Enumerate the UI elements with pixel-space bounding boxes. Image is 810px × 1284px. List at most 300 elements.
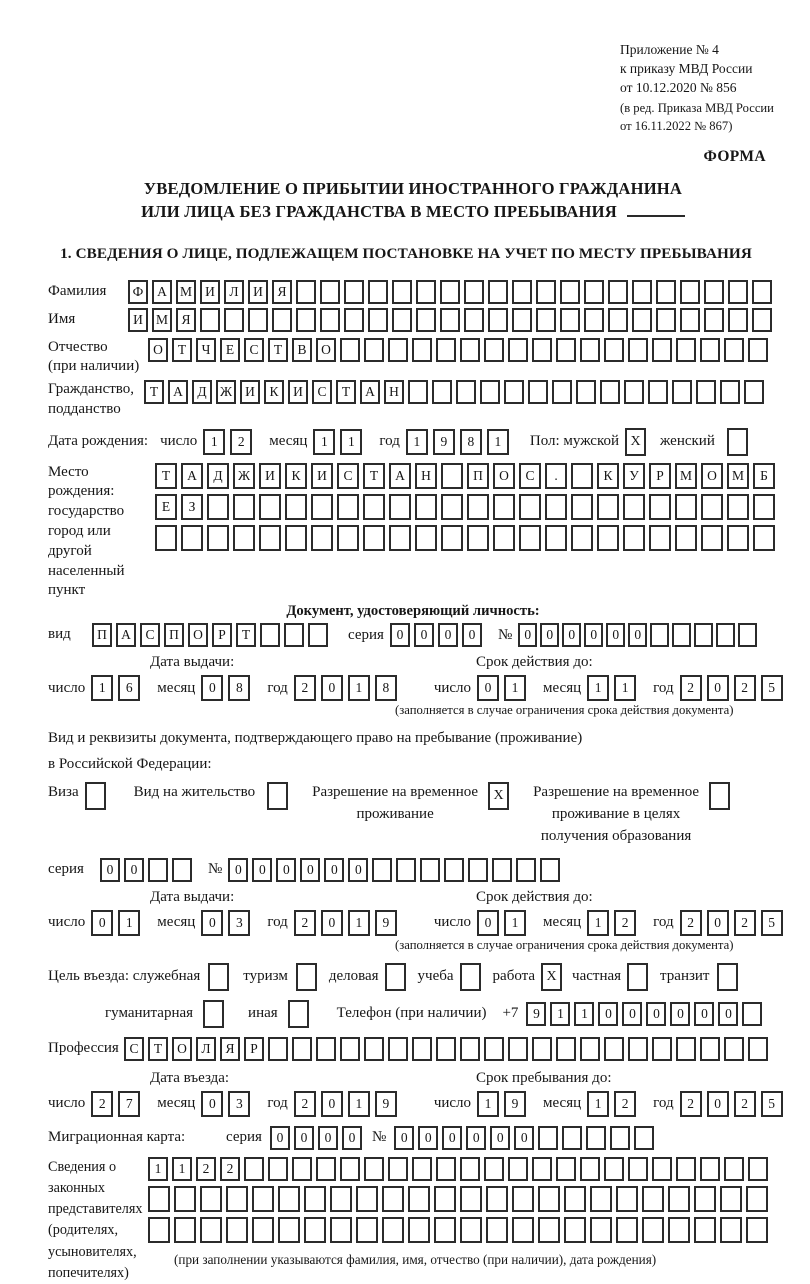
char-cell[interactable]: А <box>152 280 172 304</box>
char-cell[interactable]: И <box>248 280 268 304</box>
char-cell[interactable]: 2 <box>680 910 702 936</box>
char-cell[interactable] <box>486 1186 508 1212</box>
char-cell[interactable]: 1 <box>348 675 370 701</box>
char-cell[interactable]: 3 <box>228 1091 250 1117</box>
char-cell[interactable]: 0 <box>718 1002 738 1026</box>
char-cell[interactable]: В <box>292 338 312 362</box>
char-cell[interactable]: 0 <box>300 858 320 882</box>
char-cell[interactable]: 2 <box>294 1091 316 1117</box>
char-cell[interactable]: 1 <box>504 910 526 936</box>
char-cell[interactable] <box>389 525 411 551</box>
char-cell[interactable] <box>363 525 385 551</box>
char-cell[interactable] <box>259 525 281 551</box>
char-cell[interactable] <box>580 338 600 362</box>
char-cell[interactable]: 8 <box>460 429 482 455</box>
char-cell[interactable]: А <box>168 380 188 404</box>
char-cell[interactable]: 0 <box>438 623 458 647</box>
char-cell[interactable] <box>244 1157 264 1181</box>
char-cell[interactable]: И <box>128 308 148 332</box>
char-cell[interactable] <box>656 280 676 304</box>
char-cell[interactable] <box>382 1217 404 1243</box>
sex-female-checkbox[interactable] <box>727 428 748 456</box>
char-cell[interactable]: 5 <box>761 1091 783 1117</box>
char-cell[interactable] <box>675 494 697 520</box>
char-cell[interactable]: 0 <box>442 1126 462 1150</box>
char-cell[interactable]: М <box>727 463 749 489</box>
char-cell[interactable] <box>675 525 697 551</box>
char-cell[interactable]: Я <box>176 308 196 332</box>
char-cell[interactable] <box>296 308 316 332</box>
char-cell[interactable]: 0 <box>252 858 272 882</box>
char-cell[interactable] <box>148 1217 170 1243</box>
char-cell[interactable]: Д <box>207 463 229 489</box>
char-cell[interactable]: Е <box>155 494 177 520</box>
purpose-tourism-checkbox[interactable] <box>296 963 317 991</box>
char-cell[interactable] <box>556 1037 576 1061</box>
char-cell[interactable]: И <box>240 380 260 404</box>
char-cell[interactable] <box>752 280 772 304</box>
char-cell[interactable]: 2 <box>614 910 636 936</box>
char-cell[interactable]: 0 <box>228 858 248 882</box>
char-cell[interactable]: Д <box>192 380 212 404</box>
char-cell[interactable] <box>532 1157 552 1181</box>
char-cell[interactable] <box>728 280 748 304</box>
char-cell[interactable]: 2 <box>734 1091 756 1117</box>
char-cell[interactable] <box>720 1217 742 1243</box>
char-cell[interactable] <box>226 1186 248 1212</box>
char-cell[interactable]: И <box>200 280 220 304</box>
char-cell[interactable]: 0 <box>562 623 581 647</box>
char-cell[interactable] <box>512 280 532 304</box>
char-cell[interactable]: 0 <box>584 623 603 647</box>
char-cell[interactable]: 3 <box>228 910 250 936</box>
char-cell[interactable] <box>363 494 385 520</box>
char-cell[interactable]: Н <box>384 380 404 404</box>
char-cell[interactable]: 9 <box>375 1091 397 1117</box>
char-cell[interactable] <box>207 494 229 520</box>
char-cell[interactable] <box>552 380 572 404</box>
char-cell[interactable]: 2 <box>294 910 316 936</box>
char-cell[interactable] <box>356 1186 378 1212</box>
char-cell[interactable] <box>368 308 388 332</box>
char-cell[interactable] <box>420 858 440 882</box>
char-cell[interactable] <box>226 1217 248 1243</box>
char-cell[interactable]: 2 <box>680 1091 702 1117</box>
char-cell[interactable]: 0 <box>707 675 729 701</box>
char-cell[interactable]: С <box>519 463 541 489</box>
char-cell[interactable]: 1 <box>340 429 362 455</box>
char-cell[interactable]: Ф <box>128 280 148 304</box>
char-cell[interactable] <box>278 1217 300 1243</box>
char-cell[interactable]: К <box>264 380 284 404</box>
char-cell[interactable]: 0 <box>321 675 343 701</box>
char-cell[interactable] <box>284 623 304 647</box>
char-cell[interactable]: 0 <box>707 910 729 936</box>
char-cell[interactable] <box>436 338 456 362</box>
char-cell[interactable] <box>560 308 580 332</box>
char-cell[interactable] <box>545 525 567 551</box>
purpose-official-checkbox[interactable] <box>208 963 229 991</box>
char-cell[interactable] <box>562 1126 582 1150</box>
char-cell[interactable] <box>738 623 757 647</box>
char-cell[interactable]: 0 <box>318 1126 338 1150</box>
char-cell[interactable] <box>337 494 359 520</box>
char-cell[interactable] <box>259 494 281 520</box>
char-cell[interactable] <box>694 623 713 647</box>
char-cell[interactable] <box>704 280 724 304</box>
char-cell[interactable]: 1 <box>172 1157 192 1181</box>
char-cell[interactable] <box>441 525 463 551</box>
char-cell[interactable] <box>200 308 220 332</box>
char-cell[interactable]: 2 <box>294 675 316 701</box>
char-cell[interactable] <box>532 338 552 362</box>
char-cell[interactable]: Л <box>224 280 244 304</box>
char-cell[interactable] <box>504 380 524 404</box>
char-cell[interactable] <box>724 338 744 362</box>
char-cell[interactable] <box>364 1157 384 1181</box>
char-cell[interactable]: 2 <box>230 429 252 455</box>
char-cell[interactable] <box>444 858 464 882</box>
char-cell[interactable] <box>580 1157 600 1181</box>
char-cell[interactable] <box>396 858 416 882</box>
char-cell[interactable] <box>292 1157 312 1181</box>
char-cell[interactable] <box>623 525 645 551</box>
char-cell[interactable] <box>668 1186 690 1212</box>
char-cell[interactable] <box>694 1217 716 1243</box>
char-cell[interactable]: 0 <box>321 1091 343 1117</box>
char-cell[interactable] <box>224 308 244 332</box>
char-cell[interactable] <box>248 308 268 332</box>
char-cell[interactable]: 1 <box>614 675 636 701</box>
char-cell[interactable] <box>484 338 504 362</box>
char-cell[interactable] <box>650 623 669 647</box>
char-cell[interactable] <box>676 1037 696 1061</box>
char-cell[interactable] <box>748 1157 768 1181</box>
char-cell[interactable] <box>233 525 255 551</box>
char-cell[interactable]: О <box>172 1037 192 1061</box>
char-cell[interactable]: 5 <box>761 910 783 936</box>
char-cell[interactable] <box>701 525 723 551</box>
char-cell[interactable] <box>597 494 619 520</box>
char-cell[interactable] <box>746 1186 768 1212</box>
char-cell[interactable]: Ч <box>196 338 216 362</box>
char-cell[interactable] <box>200 1186 222 1212</box>
char-cell[interactable] <box>536 280 556 304</box>
char-cell[interactable] <box>564 1186 586 1212</box>
char-cell[interactable] <box>624 380 644 404</box>
char-cell[interactable] <box>285 494 307 520</box>
char-cell[interactable] <box>148 1186 170 1212</box>
char-cell[interactable]: 0 <box>462 623 482 647</box>
char-cell[interactable]: 0 <box>670 1002 690 1026</box>
char-cell[interactable] <box>632 308 652 332</box>
char-cell[interactable] <box>604 1157 624 1181</box>
char-cell[interactable] <box>340 338 360 362</box>
char-cell[interactable]: 1 <box>587 1091 609 1117</box>
char-cell[interactable] <box>344 308 364 332</box>
char-cell[interactable] <box>388 1157 408 1181</box>
char-cell[interactable]: 6 <box>118 675 140 701</box>
char-cell[interactable] <box>441 463 463 489</box>
char-cell[interactable] <box>623 494 645 520</box>
char-cell[interactable]: 1 <box>406 429 428 455</box>
sex-male-checkbox[interactable]: X <box>625 428 646 456</box>
char-cell[interactable] <box>200 1217 222 1243</box>
char-cell[interactable] <box>467 494 489 520</box>
char-cell[interactable]: 0 <box>91 910 113 936</box>
char-cell[interactable] <box>538 1217 560 1243</box>
char-cell[interactable] <box>536 308 556 332</box>
char-cell[interactable] <box>634 1126 654 1150</box>
char-cell[interactable] <box>436 1157 456 1181</box>
visa-checkbox[interactable] <box>85 782 106 810</box>
char-cell[interactable] <box>512 308 532 332</box>
char-cell[interactable]: 0 <box>628 623 647 647</box>
char-cell[interactable] <box>412 1037 432 1061</box>
char-cell[interactable]: 0 <box>324 858 344 882</box>
char-cell[interactable] <box>680 280 700 304</box>
char-cell[interactable] <box>304 1186 326 1212</box>
char-cell[interactable] <box>642 1186 664 1212</box>
char-cell[interactable]: Б <box>753 463 775 489</box>
char-cell[interactable]: Я <box>272 280 292 304</box>
char-cell[interactable]: 1 <box>587 675 609 701</box>
char-cell[interactable] <box>508 338 528 362</box>
char-cell[interactable] <box>174 1217 196 1243</box>
char-cell[interactable] <box>508 1037 528 1061</box>
char-cell[interactable] <box>441 494 463 520</box>
temp-residence-edu-checkbox[interactable] <box>709 782 730 810</box>
char-cell[interactable] <box>590 1186 612 1212</box>
char-cell[interactable]: Т <box>148 1037 168 1061</box>
char-cell[interactable] <box>752 308 772 332</box>
char-cell[interactable] <box>571 494 593 520</box>
char-cell[interactable] <box>392 280 412 304</box>
char-cell[interactable] <box>628 1037 648 1061</box>
purpose-humanitarian-checkbox[interactable] <box>203 1000 224 1028</box>
char-cell[interactable]: 8 <box>375 675 397 701</box>
char-cell[interactable]: 0 <box>100 858 120 882</box>
char-cell[interactable] <box>389 494 411 520</box>
char-cell[interactable]: 7 <box>118 1091 140 1117</box>
char-cell[interactable] <box>538 1186 560 1212</box>
char-cell[interactable] <box>464 280 484 304</box>
char-cell[interactable]: 1 <box>574 1002 594 1026</box>
char-cell[interactable] <box>436 1037 456 1061</box>
char-cell[interactable]: 0 <box>598 1002 618 1026</box>
char-cell[interactable] <box>148 858 168 882</box>
char-cell[interactable] <box>680 308 700 332</box>
char-cell[interactable] <box>519 525 541 551</box>
char-cell[interactable] <box>672 380 692 404</box>
char-cell[interactable] <box>388 338 408 362</box>
char-cell[interactable] <box>268 1157 288 1181</box>
char-cell[interactable] <box>571 525 593 551</box>
char-cell[interactable]: П <box>164 623 184 647</box>
char-cell[interactable]: А <box>116 623 136 647</box>
char-cell[interactable] <box>512 1217 534 1243</box>
char-cell[interactable] <box>296 280 316 304</box>
char-cell[interactable] <box>672 623 691 647</box>
char-cell[interactable] <box>252 1186 274 1212</box>
char-cell[interactable]: 0 <box>477 675 499 701</box>
char-cell[interactable]: Н <box>415 463 437 489</box>
char-cell[interactable] <box>556 338 576 362</box>
char-cell[interactable] <box>388 1037 408 1061</box>
char-cell[interactable]: У <box>623 463 645 489</box>
char-cell[interactable]: М <box>176 280 196 304</box>
char-cell[interactable] <box>233 494 255 520</box>
char-cell[interactable] <box>408 1186 430 1212</box>
char-cell[interactable]: 0 <box>348 858 368 882</box>
char-cell[interactable] <box>538 1126 558 1150</box>
char-cell[interactable]: 0 <box>646 1002 666 1026</box>
char-cell[interactable]: 0 <box>707 1091 729 1117</box>
char-cell[interactable]: О <box>493 463 515 489</box>
char-cell[interactable]: Т <box>268 338 288 362</box>
char-cell[interactable] <box>716 623 735 647</box>
char-cell[interactable] <box>604 1037 624 1061</box>
char-cell[interactable]: 1 <box>313 429 335 455</box>
char-cell[interactable] <box>311 525 333 551</box>
char-cell[interactable]: О <box>188 623 208 647</box>
char-cell[interactable]: 1 <box>487 429 509 455</box>
char-cell[interactable] <box>172 858 192 882</box>
char-cell[interactable] <box>174 1186 196 1212</box>
char-cell[interactable]: З <box>181 494 203 520</box>
char-cell[interactable] <box>628 1157 648 1181</box>
char-cell[interactable]: 1 <box>118 910 140 936</box>
char-cell[interactable]: 0 <box>414 623 434 647</box>
char-cell[interactable]: А <box>181 463 203 489</box>
char-cell[interactable]: 9 <box>375 910 397 936</box>
char-cell[interactable] <box>181 525 203 551</box>
char-cell[interactable] <box>676 338 696 362</box>
char-cell[interactable] <box>744 380 764 404</box>
char-cell[interactable] <box>330 1217 352 1243</box>
char-cell[interactable] <box>464 308 484 332</box>
char-cell[interactable] <box>372 858 392 882</box>
char-cell[interactable] <box>292 1037 312 1061</box>
char-cell[interactable] <box>320 308 340 332</box>
char-cell[interactable] <box>488 280 508 304</box>
char-cell[interactable] <box>512 1186 534 1212</box>
char-cell[interactable]: Ж <box>216 380 236 404</box>
char-cell[interactable]: 5 <box>761 675 783 701</box>
char-cell[interactable]: С <box>124 1037 144 1061</box>
char-cell[interactable] <box>456 380 476 404</box>
purpose-business-checkbox[interactable] <box>385 963 406 991</box>
char-cell[interactable]: 2 <box>196 1157 216 1181</box>
char-cell[interactable]: 0 <box>518 623 537 647</box>
char-cell[interactable]: 0 <box>394 1126 414 1150</box>
char-cell[interactable] <box>748 1037 768 1061</box>
char-cell[interactable]: Л <box>196 1037 216 1061</box>
char-cell[interactable]: 0 <box>342 1126 362 1150</box>
char-cell[interactable] <box>556 1157 576 1181</box>
char-cell[interactable] <box>468 858 488 882</box>
char-cell[interactable]: 2 <box>614 1091 636 1117</box>
char-cell[interactable]: Р <box>244 1037 264 1061</box>
char-cell[interactable] <box>616 1217 638 1243</box>
char-cell[interactable] <box>364 1037 384 1061</box>
char-cell[interactable] <box>584 308 604 332</box>
char-cell[interactable]: 9 <box>526 1002 546 1026</box>
char-cell[interactable] <box>308 623 328 647</box>
char-cell[interactable] <box>610 1126 630 1150</box>
char-cell[interactable] <box>340 1037 360 1061</box>
char-cell[interactable] <box>493 494 515 520</box>
char-cell[interactable]: 0 <box>270 1126 290 1150</box>
char-cell[interactable] <box>272 308 292 332</box>
char-cell[interactable] <box>460 1037 480 1061</box>
char-cell[interactable] <box>415 525 437 551</box>
purpose-transit-checkbox[interactable] <box>717 963 738 991</box>
char-cell[interactable] <box>364 338 384 362</box>
char-cell[interactable] <box>720 380 740 404</box>
char-cell[interactable]: 1 <box>348 910 370 936</box>
temp-residence-checkbox[interactable]: X <box>488 782 509 810</box>
char-cell[interactable]: Е <box>220 338 240 362</box>
char-cell[interactable]: 0 <box>390 623 410 647</box>
char-cell[interactable]: 9 <box>433 429 455 455</box>
char-cell[interactable] <box>642 1217 664 1243</box>
char-cell[interactable]: 1 <box>504 675 526 701</box>
char-cell[interactable] <box>571 463 593 489</box>
char-cell[interactable] <box>508 1157 528 1181</box>
char-cell[interactable]: Т <box>172 338 192 362</box>
purpose-private-checkbox[interactable] <box>627 963 648 991</box>
char-cell[interactable] <box>652 1037 672 1061</box>
char-cell[interactable] <box>584 280 604 304</box>
char-cell[interactable] <box>753 525 775 551</box>
char-cell[interactable] <box>368 280 388 304</box>
char-cell[interactable] <box>540 858 560 882</box>
char-cell[interactable]: О <box>316 338 336 362</box>
char-cell[interactable]: 0 <box>124 858 144 882</box>
char-cell[interactable] <box>408 380 428 404</box>
char-cell[interactable] <box>382 1186 404 1212</box>
char-cell[interactable]: 0 <box>694 1002 714 1026</box>
char-cell[interactable]: М <box>675 463 697 489</box>
char-cell[interactable]: А <box>360 380 380 404</box>
char-cell[interactable] <box>434 1186 456 1212</box>
char-cell[interactable]: И <box>311 463 333 489</box>
char-cell[interactable] <box>560 280 580 304</box>
char-cell[interactable] <box>155 525 177 551</box>
char-cell[interactable]: С <box>312 380 332 404</box>
char-cell[interactable] <box>652 338 672 362</box>
char-cell[interactable]: 0 <box>606 623 625 647</box>
char-cell[interactable] <box>701 494 723 520</box>
char-cell[interactable] <box>728 308 748 332</box>
char-cell[interactable] <box>316 1037 336 1061</box>
char-cell[interactable] <box>415 494 437 520</box>
char-cell[interactable] <box>532 1037 552 1061</box>
char-cell[interactable] <box>704 308 724 332</box>
char-cell[interactable] <box>486 1217 508 1243</box>
char-cell[interactable]: Т <box>144 380 164 404</box>
char-cell[interactable]: Т <box>336 380 356 404</box>
char-cell[interactable] <box>746 1217 768 1243</box>
char-cell[interactable]: 1 <box>550 1002 570 1026</box>
char-cell[interactable]: 0 <box>490 1126 510 1150</box>
char-cell[interactable] <box>628 338 648 362</box>
char-cell[interactable]: 0 <box>622 1002 642 1026</box>
char-cell[interactable]: 0 <box>294 1126 314 1150</box>
purpose-work-checkbox[interactable]: X <box>541 963 562 991</box>
char-cell[interactable] <box>311 494 333 520</box>
